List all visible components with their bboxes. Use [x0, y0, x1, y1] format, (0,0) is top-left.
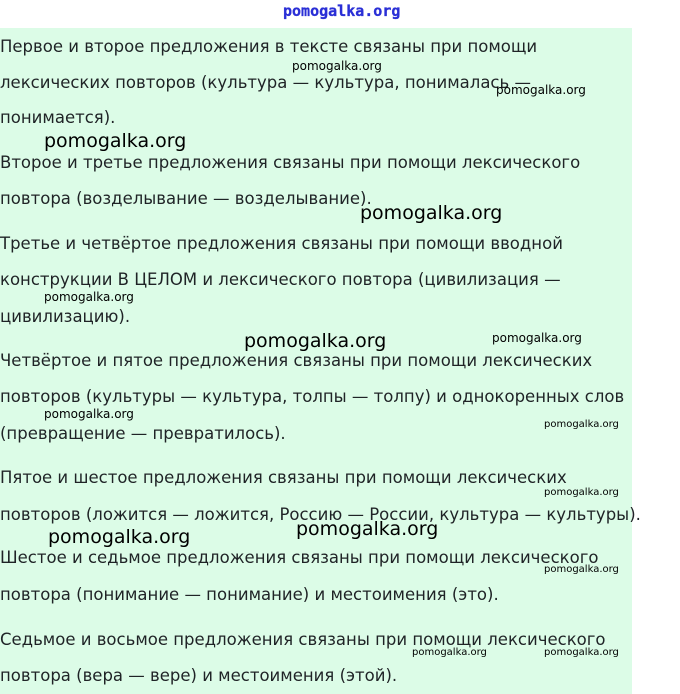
text-line: Первое и второе предложения в тексте связаны при помощи — [0, 37, 538, 56]
watermark: pomogalka.org — [544, 564, 619, 575]
watermark: pomogalka.org — [544, 487, 619, 498]
text-line: повторов (культуры — культура, толпы — толпу) и однокоренных слов — [0, 387, 625, 406]
text-line: Шестое и седьмое предложения связаны при помощи лексического — [0, 548, 599, 567]
text-line: Пятое и шестое предложения связаны при помощи лексических — [0, 468, 567, 487]
watermark-header: pomogalka.org — [283, 2, 401, 20]
text-line: (превращение — превратилось). — [0, 424, 286, 443]
watermark: pomogalka.org — [544, 419, 619, 430]
text-line: повтора (понимание — понимание) и местоимения (это). — [0, 585, 499, 604]
text-line: понимается). — [0, 108, 116, 127]
text-line: повтора (возделывание — возделывание). — [0, 189, 372, 208]
text-line: повторов (ложится — ложится, Россию — России, культура — культуры). — [0, 505, 641, 524]
watermark: pomogalka.org — [44, 407, 134, 421]
watermark: pomogalka.org — [360, 202, 503, 224]
watermark: pomogalka.org — [44, 290, 134, 304]
text-line: лексических повторов (культура — культура, понималась — — [0, 73, 531, 92]
text-line: повтора (вера — вере) и местоимения (этой). — [0, 666, 398, 685]
text-line: цивилизацию). — [0, 307, 131, 326]
watermark: pomogalka.org — [496, 83, 586, 97]
text-line: конструкции В ЦЕЛОМ и лексического повтора (цивилизация — — [0, 270, 561, 289]
watermark: pomogalka.org — [492, 331, 582, 345]
text-line: Четвёртое и пятое предложения связаны при помощи лексических — [0, 351, 593, 370]
watermark: pomogalka.org — [44, 130, 187, 152]
watermark: pomogalka.org — [292, 59, 382, 73]
watermark: pomogalka.org — [296, 518, 439, 540]
text-line: Третье и четвёртое предложения связаны при помощи вводной — [0, 234, 563, 253]
text-line: Седьмое и восьмое предложения связаны при помощи лексического — [0, 630, 606, 649]
watermark: pomogalka.org — [412, 647, 487, 658]
text-line: Второе и третье предложения связаны при помощи лексического — [0, 153, 581, 172]
watermark: pomogalka.org — [544, 647, 619, 658]
watermark: pomogalka.org — [244, 330, 387, 352]
watermark: pomogalka.org — [48, 526, 191, 548]
